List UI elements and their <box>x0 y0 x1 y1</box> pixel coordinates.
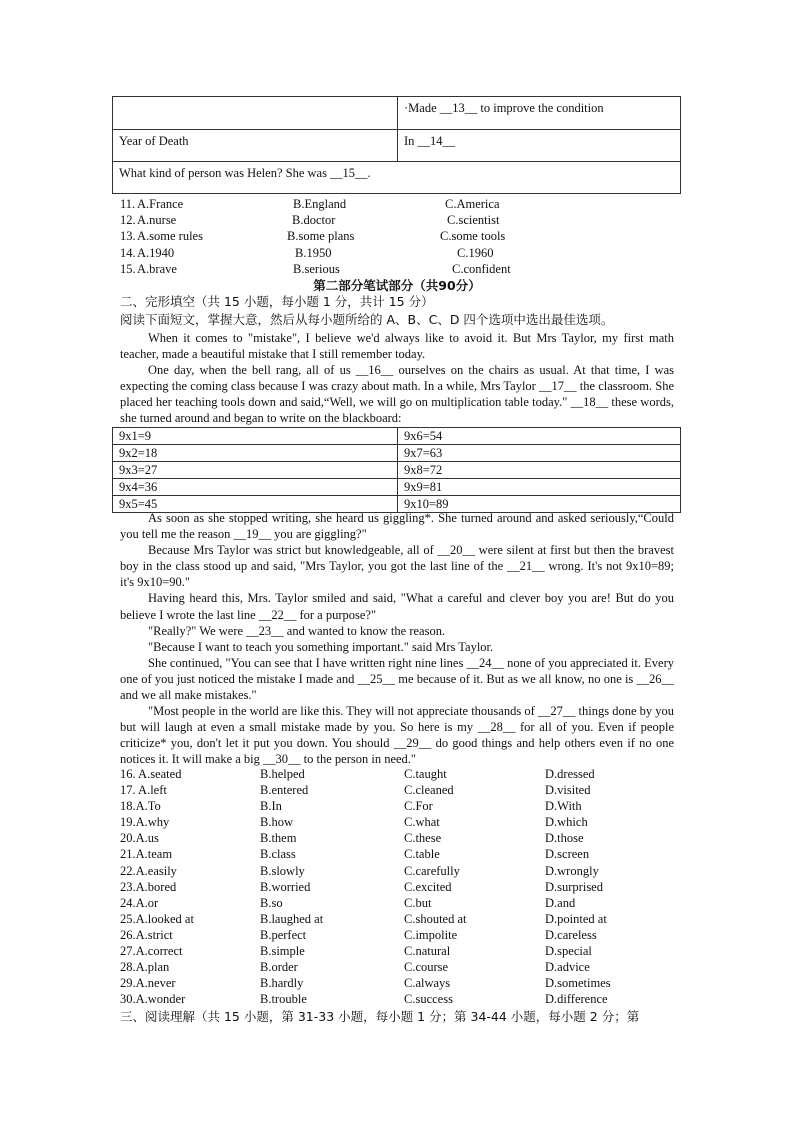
table-cell: 9x10=89 <box>398 496 681 513</box>
multiplication-table <box>112 427 681 513</box>
option-row-15 <box>120 261 680 277</box>
option-a: 30.A.wonder <box>120 992 186 1007</box>
option-b: B.slowly <box>260 863 305 878</box>
option-num: 11. <box>120 197 136 211</box>
option-row <box>120 814 680 830</box>
option-b: B.laughed at <box>260 911 324 926</box>
option-a: 27.A.correct <box>120 944 183 959</box>
option-c: C.natural <box>404 944 451 959</box>
paragraph: "Because I want to teach you something important." said Mrs Taylor. <box>148 639 494 654</box>
option-b: B.trouble <box>260 992 307 1007</box>
helen-info-table <box>112 96 681 194</box>
option-row <box>120 846 680 862</box>
option-a: 22.A.easily <box>120 863 177 878</box>
option-num: 13. <box>120 229 136 244</box>
option-c: C.impolite <box>404 927 458 942</box>
option-c: C.cleaned <box>404 783 454 798</box>
option-num: 14. <box>120 245 136 260</box>
paragraph: "Really?" We were __23__ and wanted to know the reason. <box>148 623 446 638</box>
option-a: 18.A.To <box>120 799 161 814</box>
option-d: D.With <box>545 799 582 814</box>
paragraph: Because Mrs Taylor was strict but knowledgeable, all of __20__ were silent at first but then the bravest boy in the class stood up and said, "Mrs Taylor, you got the last line of the __21__ wrong. It's not 9x10=89; it's 9x10=90." <box>120 543 674 590</box>
option-b: B.doctor <box>292 213 336 228</box>
option-a: 20.A.us <box>120 831 159 846</box>
option-d: D.screen <box>545 847 590 862</box>
option-a: A.1940 <box>137 245 175 260</box>
table-cell: 9x2=18 <box>113 445 398 462</box>
option-b: B.worried <box>260 879 311 894</box>
option-a: 29.A.never <box>120 976 176 991</box>
option-row <box>120 975 680 991</box>
option-num: 15. <box>120 261 136 276</box>
option-b: B.class <box>260 847 296 862</box>
paragraph: She continued, "You can see that I have written right nine lines __24__ none of you appreciated it. Every one of you just noticed the mistake I made and __25__ me because of it. But as we all know, no one is __26__ and we all make mistakes." <box>120 655 674 703</box>
paragraph: Having heard this, Mrs. Taylor smiled and said, "What a careful and clever boy you are! But do you believe I wrote the last line __22__ for a purpose?" <box>120 591 674 622</box>
option-b: B.so <box>260 895 283 910</box>
paragraph: As soon as she stopped writing, she heard us giggling*. She turned around and asked seriously,“Could you tell me the reason __19__ you are giggling?" <box>120 511 674 542</box>
option-row <box>120 798 680 814</box>
option-row <box>120 766 680 782</box>
option-b: B.entered <box>260 783 309 798</box>
paragraph: One day, when the bell rang, all of us __16__ ourselves on the chairs as usual. At that time, I was expecting the coming class because I was crazy about math. In a while, Mrs Taylor __17__ the classroom. She placed her teaching tools down and said,“Well, we will go on multiplication table today." __18__ these words, she turned around and began to write on the blackboard: <box>120 363 674 426</box>
option-a: A.France <box>137 197 184 211</box>
cloze-heading: 二、完形填空（共 15 小题，每小题 1 分，共计 15 分） <box>120 294 434 309</box>
info-cell-year-of-death-label: Year of Death <box>113 130 398 162</box>
table-cell: 9x1=9 <box>113 428 398 445</box>
option-b: B.1950 <box>295 245 332 260</box>
option-row <box>120 927 680 943</box>
option-a: 17. A.left <box>120 783 167 798</box>
option-d: D.special <box>545 944 592 959</box>
option-c: C.some tools <box>440 229 506 244</box>
option-c: C.these <box>404 831 442 846</box>
option-d: D.difference <box>545 992 608 1007</box>
option-c: C.always <box>404 976 451 991</box>
options-11-15 <box>120 196 680 277</box>
option-row-13 <box>120 228 680 244</box>
table-cell: 9x3=27 <box>113 462 398 479</box>
option-a: 23.A.bored <box>120 879 177 894</box>
option-d: D.dressed <box>545 767 595 781</box>
table-row <box>113 479 681 496</box>
table-cell: 9x7=63 <box>398 445 681 462</box>
option-b: B.order <box>260 960 298 975</box>
option-b: B.how <box>260 815 293 830</box>
option-d: D.surprised <box>545 879 603 894</box>
table-cell: 9x4=36 <box>113 479 398 496</box>
option-row <box>120 782 680 798</box>
reading-heading: 三、阅读理解（共 15 小题，第 31-33 小题，每小题 1 分；第 34-44 小题，每小题 2 分；第 <box>120 1009 640 1024</box>
option-row-12 <box>120 212 680 228</box>
option-c: C.excited <box>404 879 452 894</box>
table-cell: 9x6=54 <box>398 428 681 445</box>
option-c: C.America <box>445 197 500 211</box>
table-row <box>113 445 681 462</box>
option-b: B.In <box>260 799 282 814</box>
option-b: B.serious <box>293 261 340 276</box>
info-cell-empty <box>113 97 398 130</box>
info-cell-question: What kind of person was Helen? She was __15__. <box>113 162 681 194</box>
paragraph: When it comes to "mistake", I believe we'd always like to avoid it. But Mrs Taylor, my first math teacher, made a beautiful mistake that I still remember today. <box>120 331 674 362</box>
table-cell: 9x9=81 <box>398 479 681 496</box>
option-c: C.For <box>404 799 433 814</box>
option-a: A.nurse <box>137 213 177 228</box>
option-row <box>120 911 680 927</box>
option-a: 19.A.why <box>120 815 170 830</box>
passage-part-1 <box>120 330 674 427</box>
info-cell-year-of-death-value: In __14__ <box>398 130 681 162</box>
option-b: B.some plans <box>287 229 355 244</box>
option-a: 24.A.or <box>120 895 159 910</box>
option-row-14 <box>120 245 680 261</box>
option-b: B.simple <box>260 944 305 959</box>
option-c: C.table <box>404 847 440 862</box>
option-row-11 <box>120 196 680 212</box>
option-c: C.carefully <box>404 863 460 878</box>
table-row <box>113 462 681 479</box>
option-d: D.those <box>545 831 584 846</box>
option-c: C.success <box>404 992 453 1007</box>
section-2-title: 第二部分笔试部分（共90分） <box>313 278 481 293</box>
option-row <box>120 943 680 959</box>
option-row <box>120 895 680 911</box>
option-d: D.advice <box>545 960 590 975</box>
option-d: D.which <box>545 815 588 830</box>
option-row <box>120 959 680 975</box>
table-cell: 9x5=45 <box>113 496 398 513</box>
options-16-30 <box>120 766 680 1007</box>
option-a: 21.A.team <box>120 847 173 862</box>
option-d: D.visited <box>545 783 591 798</box>
option-c: C.shouted at <box>404 911 467 926</box>
cloze-instruction: 阅读下面短文，掌握大意，然后从每小题所给的 A、B、C、D 四个选项中选出最佳选项。 <box>120 312 614 327</box>
option-d: D.pointed at <box>545 911 607 926</box>
option-a: 25.A.looked at <box>120 911 194 926</box>
option-c: C.scientist <box>447 213 500 228</box>
option-c: C.course <box>404 960 449 975</box>
option-num: 12. <box>120 213 136 228</box>
option-row <box>120 863 680 879</box>
option-row <box>120 879 680 895</box>
option-b: B.perfect <box>260 927 307 942</box>
option-a: A.brave <box>137 261 177 276</box>
option-d: D.sometimes <box>545 976 611 991</box>
option-a: 26.A.strict <box>120 927 173 942</box>
paragraph: "Most people in the world are like this. They will not appreciate thousands of __27__ things done by you but will laugh at even a small mistake made by you. So here is my __28__ for all of you. Even if people criticize* you, don't let it put you down. You should __29__ do good things and help others even if no one notices it. It will make a big __30__ to the person in need." <box>120 704 674 767</box>
table-row <box>113 428 681 445</box>
info-cell-made: ·Made __13__ to improve the condition <box>398 97 681 130</box>
option-b: B.hardly <box>260 976 304 991</box>
passage-part-2 <box>120 510 674 768</box>
option-row <box>120 991 680 1007</box>
option-c: C.taught <box>404 767 447 781</box>
option-b: B.helped <box>260 767 305 781</box>
option-a: 28.A.plan <box>120 960 170 975</box>
option-b: B.them <box>260 831 297 846</box>
option-a: A.some rules <box>137 229 203 244</box>
option-d: D.careless <box>545 927 597 942</box>
option-row <box>120 830 680 846</box>
option-c: C.what <box>404 815 440 830</box>
option-c: C.1960 <box>457 245 494 260</box>
option-d: D.and <box>545 895 576 910</box>
table-cell: 9x8=72 <box>398 462 681 479</box>
option-a: 16. A.seated <box>120 767 182 781</box>
option-c: C.confident <box>452 261 511 276</box>
option-d: D.wrongly <box>545 863 599 878</box>
option-c: C.but <box>404 895 432 910</box>
option-b: B.England <box>293 197 347 211</box>
